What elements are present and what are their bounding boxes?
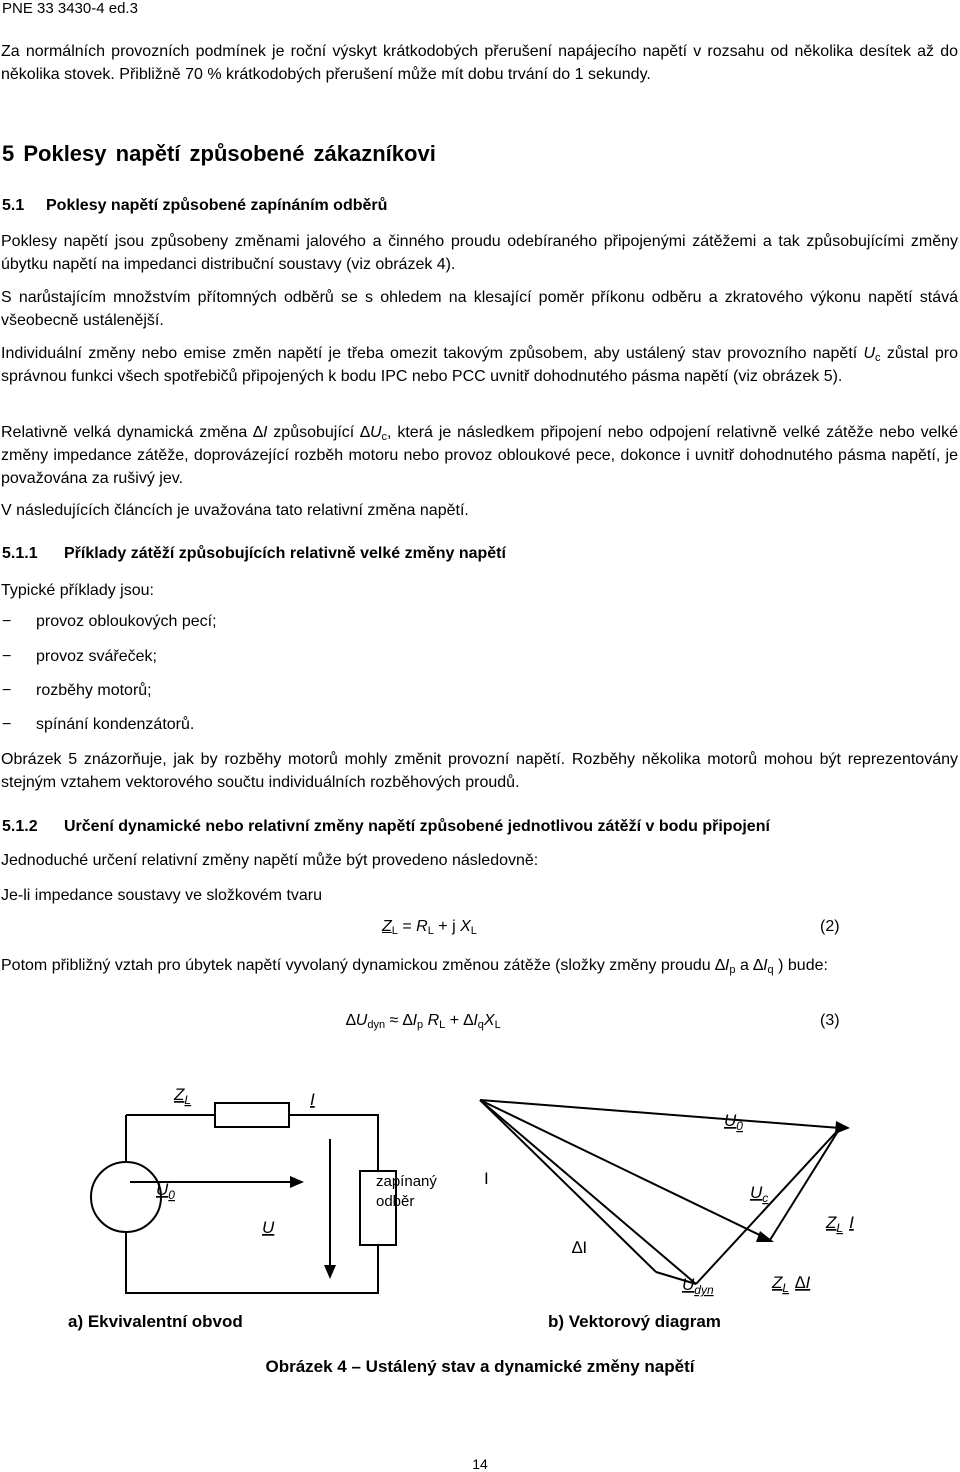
page-number: 14 [472,1456,488,1472]
paragraph-voltage-dips: Poklesy napětí jsou způsobeny změnami jalového a činného proudu odebíraného připojenými zátěžemi a tak způsobujícími změny úbytku napětí na impedanci distribuční soustavy (viz obrázek 4). [1,233,958,273]
circuit-wire [289,1115,378,1171]
document-header: PNE 33 3430-4 ed.3 [2,0,138,17]
caption-equivalent-circuit: a) Ekvivalentní obvod [68,1312,243,1331]
label-udyn: $U_{dyn}$ [682,1275,714,1297]
intro-paragraph: Za normálních provozních podmínek je roční výskyt krátkodobých přerušení napájecího napětí v rozsahu od několika desítek až do několika stovek. Přibližně 70 % krátkodobých přerušení může mít dobu trvání do 1 sekundy. [1,43,958,83]
section-title: Určení dynamické nebo relativní změny napětí způsobené jednotlivou zátěží v bodu připojení [64,818,770,835]
vector-zl-di [696,1128,840,1284]
examples-intro: Typické příklady jsou: [1,582,154,599]
section-title: Příklady zátěží způsobujících relativně velké změny napětí [64,545,506,562]
voltage-arrowhead [324,1265,336,1279]
paragraph-impedance-form: Je-li impedance soustavy ve složkovém tvaru [1,887,323,904]
caption-vector-diagram: b) Vektorový diagram [548,1312,721,1331]
list-item: − rozběhy motorů; [2,682,152,699]
circuit-wire [126,1232,378,1293]
list-item: − spínání kondenzátorů. [2,716,195,733]
load-label: odběr [376,1193,415,1210]
current-arrowhead [290,1176,304,1188]
section-title: Poklesy napětí způsobené zapínáním odběrů [46,197,388,214]
label-u0: $U_0$ [156,1180,175,1202]
vector-diagram [470,1090,890,1310]
equation-3: $\Delta U_{dyn} \approx \Delta I_p$ $R_L + \Delta I_qX_L$ [346,1012,501,1031]
section-number: 5.1.1 [2,545,38,562]
load-label: zapínaný [376,1173,437,1190]
paragraph-dynamic-change: Relativně velká dynamická změna ∆I způsobující $\Delta U_c$, která je následkem připojení nebo odpojení relativně velké zátěže nebo velké změny impedance zátěže, doprovázející rozběh motoru nebo provoz obloukové pece, dokonce i uvnitř dohodnutého pásma napětí, je považována za rušivý jev. [1,424,958,487]
voltage-vector-udyn [480,1100,696,1284]
impedance-resistor [215,1103,289,1127]
list-item: − provoz obloukových pecí; [2,613,217,630]
label-zl-i: $Z_L$ I [826,1213,854,1235]
paragraph-approx-relation: Potom přibližný vztah pro úbytek napětí vyvolaný dynamickou změnou zátěže (složky změny proudu $\Delta I_p$ a $\Delta I_q$ ) bude: [1,957,828,976]
equation-2: $Z_L = R_L + j$ $X_L$ [382,918,477,937]
paragraph-relative-change: V následujících článcích je uvažována tato relativní změna napětí. [1,502,469,519]
label-i: I [484,1169,489,1188]
paragraph-simple-determination: Jednoduché určení relativní změny napětí může být provedeno následovně: [1,852,539,869]
label-uc: $U_c$ [750,1183,769,1205]
equivalent-circuit-diagram [90,1075,490,1300]
section-number: 5.1.2 [2,818,38,835]
label-di: ∆I [572,1238,588,1257]
label-i: I [310,1090,315,1109]
figure-caption: Obrázek 4 – Ustálený stav a dynamické změny napětí [265,1357,695,1376]
label-zl: $Z_L$ [174,1085,192,1107]
list-item: − provoz svářeček; [2,648,157,665]
section-5-1-heading [2,197,387,215]
label-u: U [262,1218,275,1237]
paragraph-motor-starts: Obrázek 5 znázorňuje, jak by rozběhy motorů mohly změnit provozní napětí. Rozběhy několika motorů mohou být reprezentovány stejným vztahem vektorového součtu individuálních rozběhových proudů. [1,751,958,791]
equation-2-number: (2) [820,918,840,935]
current-vector-i [480,1100,656,1272]
label-zl-di: $Z_L$ ∆I [772,1273,811,1295]
section-5-1-2-heading [2,818,770,836]
paragraph-individual-changes: Individuální změny nebo emise změn napětí je třeba omezit takovým způsobem, aby ustálený stav provozního napětí $U_c$ zůstal pro správnou funkci všech spotřebičů připojených k bodu IPC nebo PCC uvnitř dohodnutého pásma napětí (viz obrázek 5). [1,345,959,385]
section-5-heading: 5 Poklesy napětí způsobené zákazníkovi [2,141,436,166]
voltage-vector-u0 [480,1100,840,1128]
u0-arrowhead [835,1121,850,1134]
section-5-1-1-heading [2,545,506,563]
section-number: 5.1 [2,197,25,214]
voltage-source [91,1162,161,1232]
paragraph-load-count: S narůstajícím množstvím přítomných odběrů se s ohledem na klesající poměr příkonu odběru a zkratového výkonu napětí stává všeobecně ustálenější. [1,289,958,329]
equation-3-number: (3) [820,1012,840,1029]
label-u0: $U_0$ [724,1111,743,1133]
